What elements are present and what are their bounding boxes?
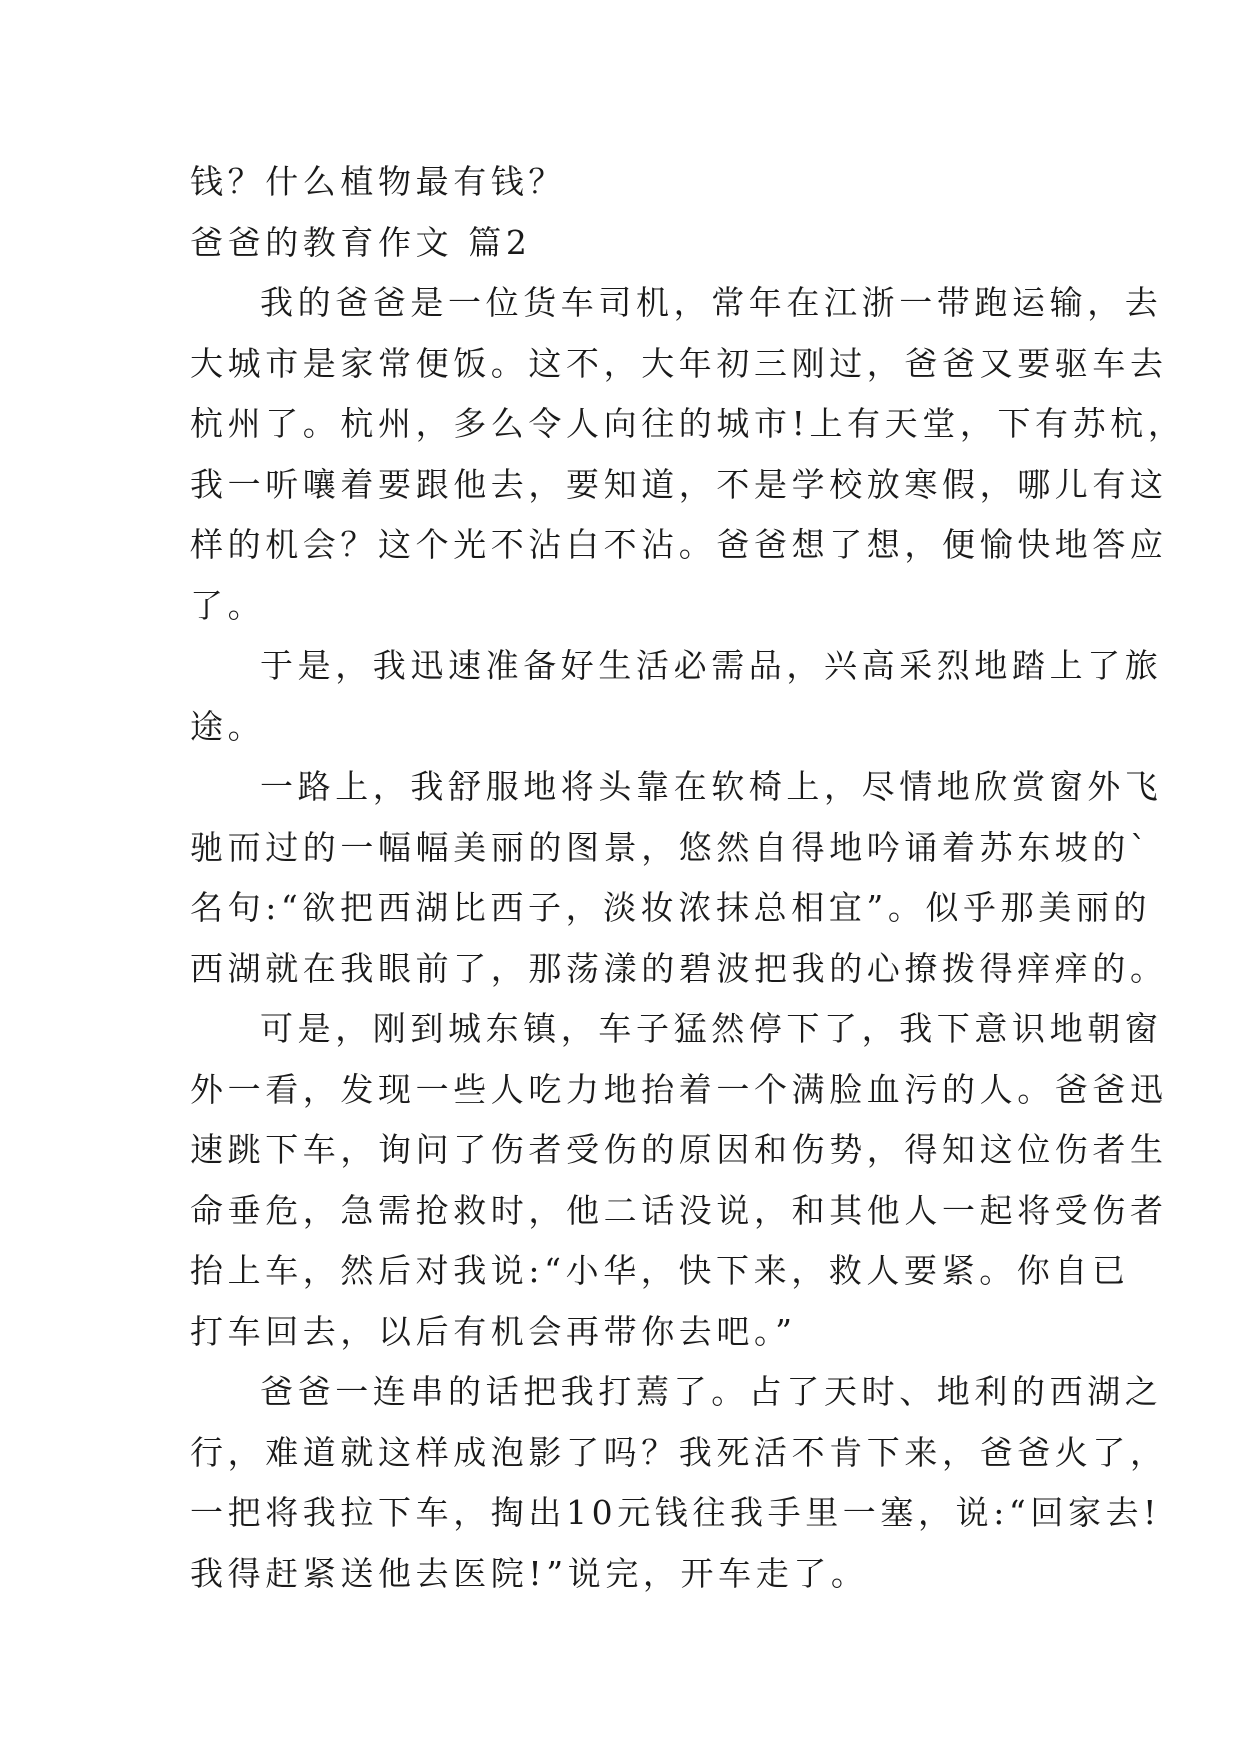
paragraph-5-line: 爸爸一连串的话把我打蔫了。占了天时、地利的西湖之	[260, 1372, 1163, 1411]
paragraph-3-line: 驰而过的一幅幅美丽的图景，悠然自得地吟诵着苏东坡的`	[190, 827, 1152, 867]
paragraph-4-line: 命垂危，急需抢救时，他二话没说，和其他人一起将受伤者	[190, 1190, 1168, 1230]
paragraph-2-line: 途。	[190, 706, 266, 746]
paragraph-4-line: 外一看，发现一些人吃力地抬着一个满脸血污的人。爸爸迅	[190, 1069, 1168, 1109]
paragraph-4-line: 可是，刚到城东镇，车子猛然停下了，我下意识地朝窗	[260, 1009, 1163, 1048]
paragraph-5-line: 一把将我拉下车，掏出10元钱往我手里一塞，说:“回家去!	[190, 1493, 1162, 1532]
article-title: 爸爸的教育作文 篇2	[190, 222, 532, 262]
paragraph-1-line: 杭州了。杭州，多么令人向往的城市!上有天堂，下有苏杭，	[190, 404, 1186, 443]
paragraph-3-line: 名句:“欲把西湖比西子，淡妆浓抹总相宜”。似乎那美丽的	[190, 888, 1152, 927]
paragraph-5-line: 我得赶紧送他去医院!”说完，开车走了。	[190, 1553, 869, 1593]
paragraph-5-line: 行，难道就这样成泡影了吗？我死活不肯下来，爸爸火了，	[190, 1432, 1168, 1472]
paragraph-1-line: 我一听嚷着要跟他去，要知道，不是学校放寒假，哪儿有这	[190, 464, 1168, 504]
paragraph-4-line: 抬上车，然后对我说:“小华，快下来，救人要紧。你自已	[190, 1251, 1130, 1290]
text-line: 钱？什么植物最有钱？	[190, 162, 566, 201]
paragraph-1-line: 大城市是家常便饭。这不，大年初三刚过，爸爸又要驱车去	[190, 343, 1168, 383]
paragraph-1-line: 我的爸爸是一位货车司机，常年在江浙一带跑运输，去	[260, 283, 1163, 322]
paragraph-3-line: 西湖就在我眼前了，那荡漾的碧波把我的心撩拨得痒痒的。	[190, 948, 1168, 988]
paragraph-1-line: 样的机会？这个光不沾白不沾。爸爸想了想，便愉快地答应	[190, 525, 1168, 564]
paragraph-4-line: 速跳下车，询问了伤者受伤的原因和伤势，得知这位伤者生	[190, 1130, 1168, 1169]
article-body	[190, 152, 1186, 1604]
paragraph-4-line: 打车回去，以后有机会再带你去吧。”	[190, 1311, 797, 1351]
paragraph-3-line: 一路上，我舒服地将头靠在软椅上，尽情地欣赏窗外飞	[260, 767, 1163, 806]
paragraph-2-line: 于是，我迅速准备好生活必需品，兴高采烈地踏上了旅	[260, 646, 1163, 685]
paragraph-1-line: 了。	[190, 585, 266, 625]
